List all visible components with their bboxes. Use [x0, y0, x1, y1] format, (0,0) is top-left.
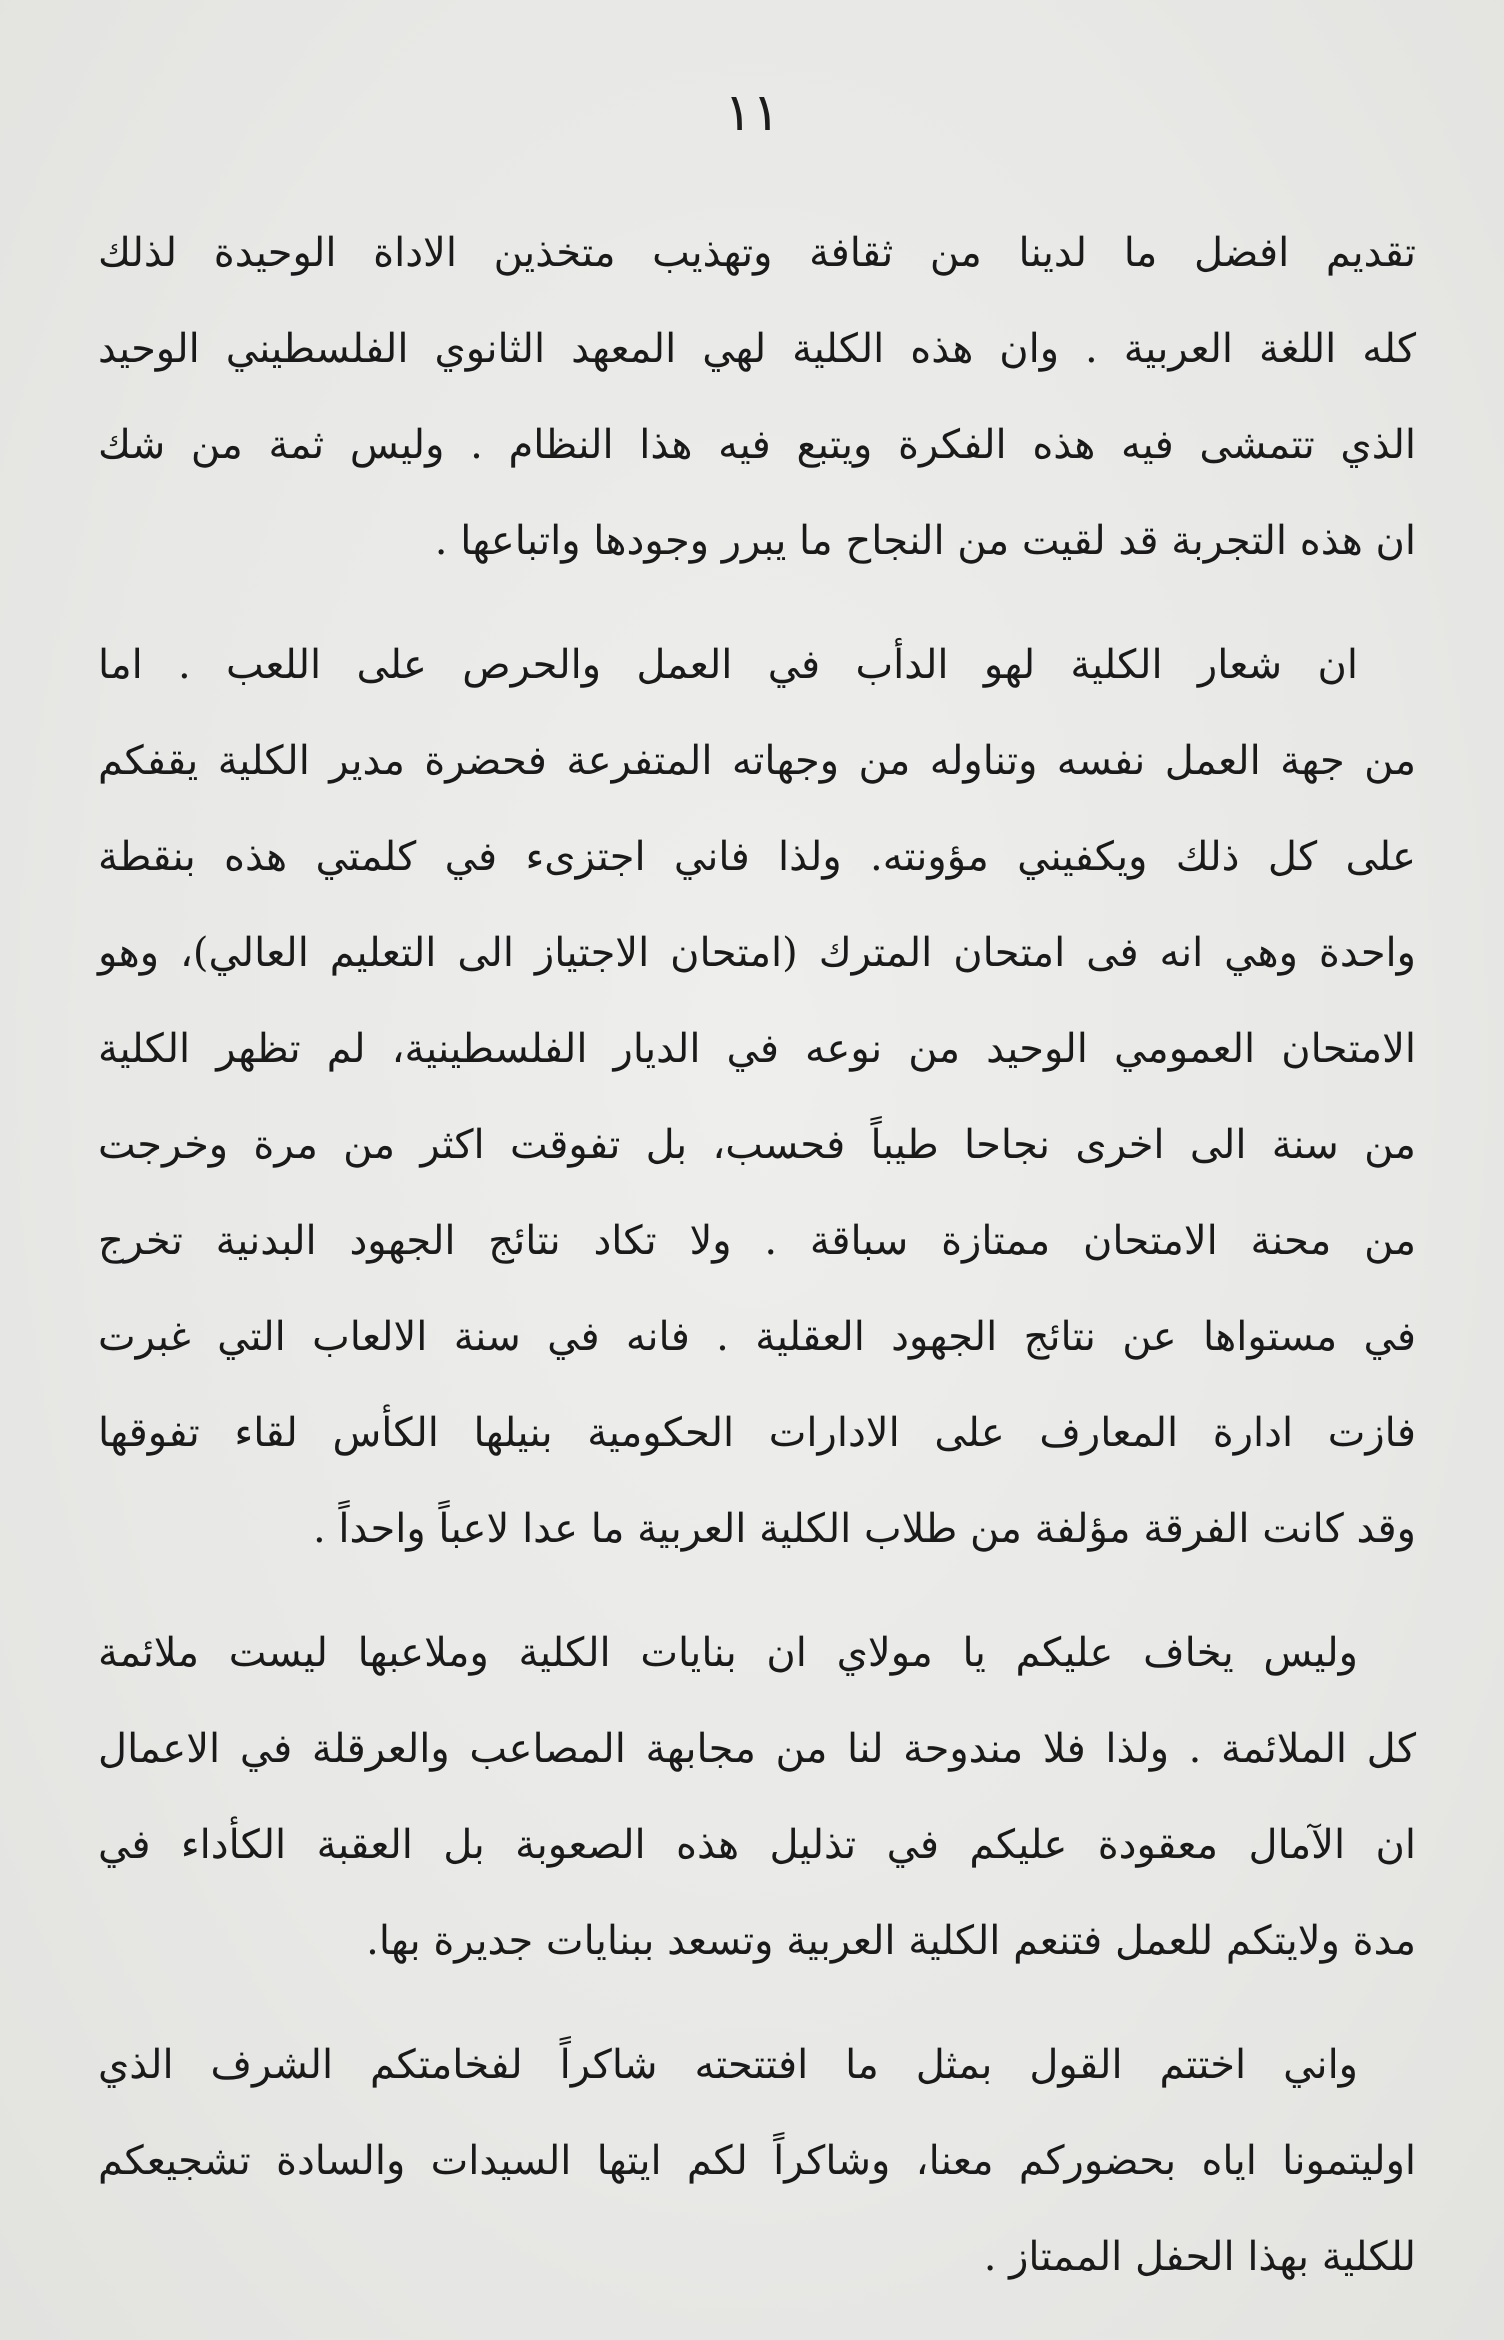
text-line: اوليتمونا اياه بحضوركم معنا، وشاكراً لكم ايتها السيدات والسادة تشجيعكم — [98, 2138, 1416, 2184]
text-line: الذي تتمشى فيه هذه الفكرة ويتبع فيه هذا النظام . وليس ثمة من شك — [98, 422, 1416, 468]
text-line: من سنة الى اخرى نجاحا طيباً فحسب، بل تفوقت اكثر من مرة وخرجت — [98, 1122, 1416, 1168]
body-text — [98, 205, 1416, 2333]
text-line: من جهة العمل نفسه وتناوله من وجهاته المتفرعة فحضرة مدير الكلية يقفكم — [98, 738, 1416, 784]
text-line: من محنة الامتحان ممتازة سباقة . ولا تكاد نتائج الجهود البدنية تخرج — [98, 1218, 1416, 1264]
text-line: مدة ولايتكم للعمل فتنعم الكلية العربية وتسعد ببنايات جديرة بها. — [366, 1918, 1416, 1964]
text-line: ان شعار الكلية لهو الدأب في العمل والحرص على اللعب . اما — [98, 642, 1358, 688]
page-number: ١١ — [724, 83, 780, 143]
text-line: للكلية بهذا الحفل الممتاز . — [983, 2234, 1416, 2280]
text-line: واني اختتم القول بمثل ما افتتحته شاكراً لفخامتكم الشرف الذي — [98, 2042, 1358, 2088]
text-line: كله اللغة العربية . وان هذه الكلية لهي المعهد الثانوي الفلسطيني الوحيد — [98, 326, 1416, 372]
text-line: في مستواها عن نتائج الجهود العقلية . فانه في سنة الالعاب التي غبرت — [98, 1314, 1416, 1360]
paragraph — [98, 1605, 1416, 1989]
text-line: تقديم افضل ما لدينا من ثقافة وتهذيب متخذين الاداة الوحيدة لذلك — [98, 230, 1416, 276]
paragraph — [98, 2017, 1416, 2305]
text-line: فازت ادارة المعارف على الادارات الحكومية بنيلها الكأس لقاء تفوقها — [98, 1410, 1416, 1456]
text-line: وليس يخاف عليكم يا مولاي ان بنايات الكلية وملاعبها ليست ملائمة — [98, 1630, 1358, 1676]
text-line: ان الآمال معقودة عليكم في تذليل هذه الصعوبة بل العقبة الكأداء في — [98, 1822, 1416, 1868]
text-line: الامتحان العمومي الوحيد من نوعه في الديار الفلسطينية، لم تظهر الكلية — [98, 1026, 1416, 1072]
text-line: على كل ذلك ويكفيني مؤونته. ولذا فاني اجتزىء في كلمتي هذه بنقطة — [98, 834, 1416, 880]
text-line: كل الملائمة . ولذا فلا مندوحة لنا من مجابهة المصاعب والعرقلة في الاعمال — [98, 1726, 1416, 1772]
paragraph — [98, 617, 1416, 1577]
text-line: واحدة وهي انه فى امتحان المترك (امتحان الاجتياز الى التعليم العالي)، وهو — [98, 930, 1416, 976]
paragraph — [98, 205, 1416, 589]
text-line: وقد كانت الفرقة مؤلفة من طلاب الكلية العربية ما عدا لاعباً واحداً . — [313, 1506, 1416, 1552]
text-line: ان هذه التجربة قد لقيت من النجاح ما يبرر وجودها واتباعها . — [434, 518, 1416, 564]
